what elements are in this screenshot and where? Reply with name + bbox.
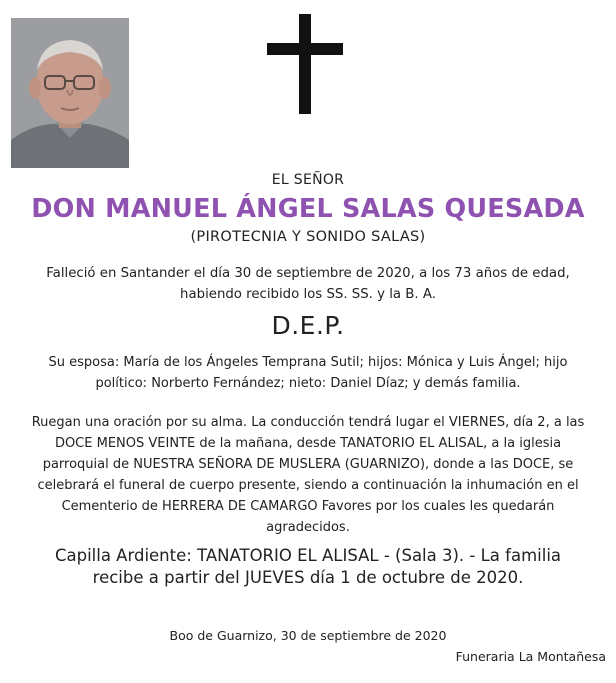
capilla-line: recibe a partir del JUEVES día 1 de octubre de 2020. <box>92 568 524 587</box>
death-line: Falleció en Santander el día 30 de septiembre de 2020, a los 73 años de edad, <box>46 266 570 281</box>
title-line: EL SEÑOR <box>271 172 345 188</box>
conduction-line: DOCE MENOS VEINTE de la mañana, desde TANATORIO EL ALISAL, a la iglesia <box>54 436 562 451</box>
dep-heading: D.E.P. <box>271 311 345 340</box>
conduction-paragraph <box>6 412 610 538</box>
portrait-photo <box>11 18 129 168</box>
subtitle: (PIROTECNIA Y SONIDO SALAS) <box>190 229 426 245</box>
conduction-line: parroquial de NUESTRA SEÑORA DE MUSLERA (GUARNIZO), donde a las DOCE, se <box>42 457 574 472</box>
death-notice <box>0 263 616 305</box>
latin-cross-icon <box>267 14 343 114</box>
death-line: habiendo recibido los SS. SS. y la B. A. <box>180 287 436 302</box>
family-line: Su esposa: María de los Ángeles Temprana Sutil; hijos: Mónica y Luis Ángel; hijo <box>48 355 568 370</box>
capilla-line: Capilla Ardiente: TANATORIO EL ALISAL - (Sala 3). - La familia <box>54 546 562 565</box>
conduction-line: agradecidos. <box>266 520 350 535</box>
capilla-paragraph <box>0 545 616 589</box>
family-paragraph <box>20 352 596 394</box>
conduction-line: celebrará el funeral de cuerpo presente, siendo a continuación la inhumación en el <box>37 478 579 493</box>
funeral-home: Funeraria La Montañesa <box>455 649 606 664</box>
conduction-line: Cementerio de HERRERA DE CAMARGO Favores por los cuales les quedarán <box>61 499 555 514</box>
place-date: Boo de Guarnizo, 30 de septiembre de 2020 <box>169 628 447 643</box>
conduction-line: Ruegan una oración por su alma. La conducción tendrá lugar el VIERNES, día 2, a las <box>31 415 585 430</box>
family-line: político: Norberto Fernández; nieto: Daniel Díaz; y demás familia. <box>95 376 521 391</box>
deceased-name: DON MANUEL ÁNGEL SALAS QUESADA <box>31 194 585 224</box>
